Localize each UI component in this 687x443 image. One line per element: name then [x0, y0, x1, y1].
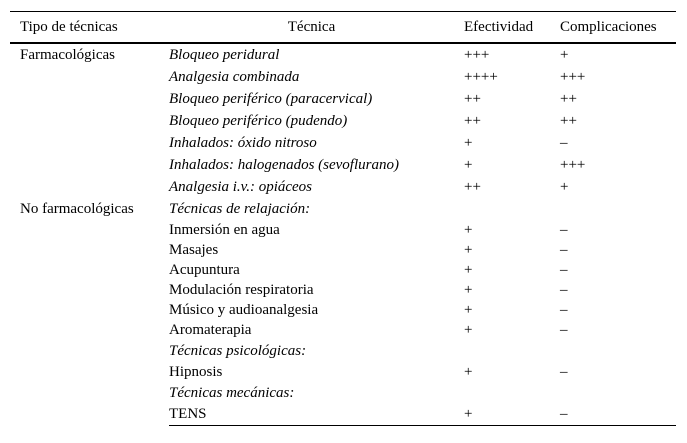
complicaciones-cell: +++	[560, 68, 586, 85]
technique-cell: Músico y audioanalgesia	[169, 301, 319, 318]
header-tipo: Tipo de técnicas	[10, 12, 169, 44]
efectividad-cell: +	[464, 221, 473, 238]
table-header-row	[10, 12, 676, 44]
efectividad-cell: +	[464, 363, 473, 380]
technique-cell: Inmersión en agua	[169, 221, 280, 238]
complicaciones-cell: –	[550, 404, 676, 426]
technique-cell: Bloqueo periférico (paracervical)	[169, 90, 373, 107]
technique-cell: Aromaterapia	[169, 321, 252, 338]
technique-cell: Masajes	[169, 241, 219, 258]
technique-cell: Hipnosis	[169, 363, 223, 380]
header-complicaciones: Complicaciones	[550, 12, 676, 44]
subgroup-title-relajacion: Técnicas de relajación:	[169, 200, 311, 217]
technique-cell: Analgesia i.v.: opiáceos	[169, 178, 313, 195]
header-tecnica: Técnica	[169, 12, 454, 44]
efectividad-cell: +	[454, 404, 550, 426]
subgroup-title-mecanicas: Técnicas mecánicas:	[169, 384, 295, 401]
efectividad-cell: +	[464, 241, 473, 258]
complicaciones-cell: –	[560, 321, 568, 338]
table-row	[10, 198, 676, 220]
category-no-farmacologicas: No farmacológicas	[20, 201, 134, 217]
complicaciones-cell: –	[560, 134, 568, 151]
complicaciones-cell: –	[560, 281, 568, 298]
efectividad-cell: ++	[464, 112, 481, 129]
technique-cell: Bloqueo periférico (pudendo)	[169, 112, 348, 129]
efectividad-cell: ++	[464, 90, 481, 107]
subgroup-title-psicologicas: Técnicas psicológicas:	[169, 342, 307, 359]
technique-cell: Acupuntura	[169, 261, 240, 278]
efectividad-cell: +	[464, 134, 473, 151]
complicaciones-cell: –	[560, 301, 568, 318]
complicaciones-cell: +	[560, 178, 569, 195]
complicaciones-cell: ++	[560, 112, 577, 129]
complicaciones-cell: –	[560, 363, 568, 380]
efectividad-cell: +++	[464, 46, 490, 63]
techniques-table-container	[10, 11, 676, 426]
complicaciones-cell: +++	[560, 156, 586, 173]
complicaciones-cell: +	[560, 46, 569, 63]
efectividad-cell: +	[464, 281, 473, 298]
technique-cell: Bloqueo peridural	[169, 46, 280, 63]
efectividad-cell: +	[464, 321, 473, 338]
efectividad-cell: ++	[464, 178, 481, 195]
complicaciones-cell: –	[560, 241, 568, 258]
table-row	[10, 43, 676, 66]
techniques-table	[10, 11, 676, 426]
complicaciones-cell: ++	[560, 90, 577, 107]
category-farmacologicas: Farmacológicas	[20, 47, 115, 63]
technique-cell: Modulación respiratoria	[169, 281, 314, 298]
efectividad-cell: +	[464, 261, 473, 278]
technique-cell: Inhalados: óxido nitroso	[169, 134, 317, 151]
efectividad-cell: +	[464, 301, 473, 318]
efectividad-cell: ++++	[464, 68, 498, 85]
efectividad-cell: +	[464, 156, 473, 173]
complicaciones-cell: –	[560, 261, 568, 278]
complicaciones-cell: –	[560, 221, 568, 238]
header-efectividad: Efectividad	[454, 12, 550, 44]
technique-cell: Analgesia combinada	[169, 68, 300, 85]
technique-cell: TENS	[169, 404, 454, 426]
technique-cell: Inhalados: halogenados (sevoflurano)	[169, 156, 399, 173]
